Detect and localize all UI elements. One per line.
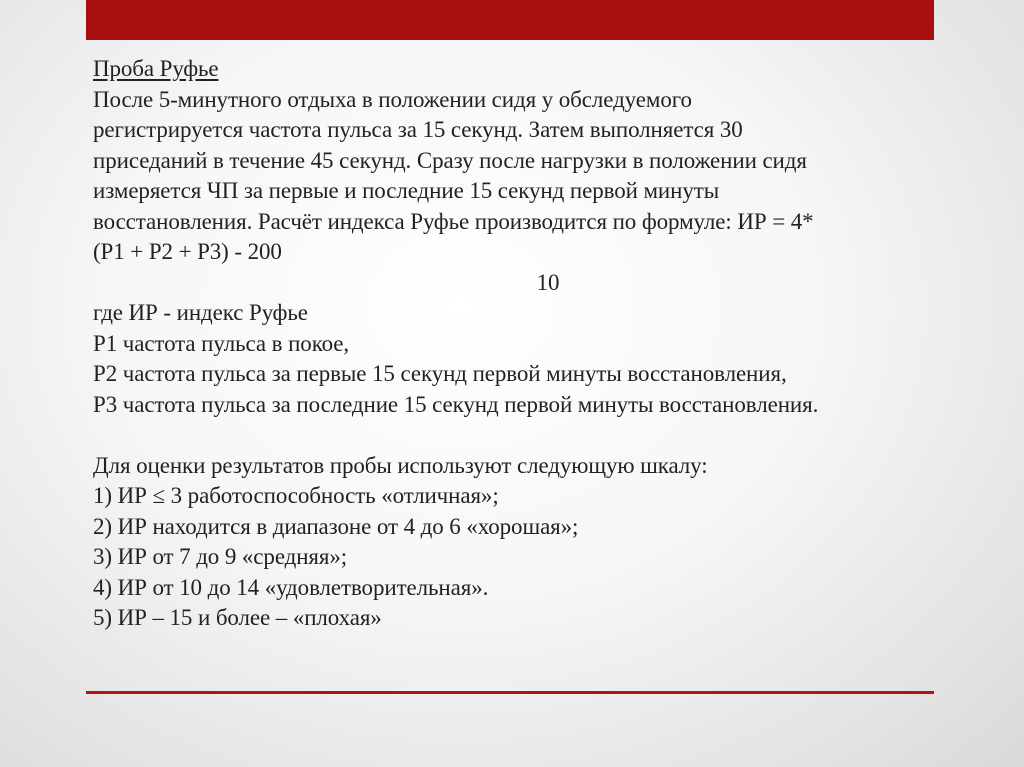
formula-legend	[93, 298, 923, 420]
scale-intro: Для оценки результатов пробы используют следующую шкалу:	[93, 452, 708, 478]
top-accent-bar	[86, 0, 934, 40]
scale-item: 3) ИР от 7 до 9 «средняя»;	[93, 544, 348, 569]
scale-item: 5) ИР – 15 и более – «плохая»	[93, 605, 382, 630]
slide-title: Проба Руфье	[93, 56, 219, 81]
formula-numerator: (Р1 + Р2 + Р3) - 200	[93, 239, 282, 264]
scale-item: 4) ИР от 10 до 14 «удовлетворительная».	[93, 574, 489, 600]
scale-list	[93, 481, 923, 634]
bottom-divider	[86, 691, 934, 694]
description-line: измеряется ЧП за первые и последние 15 секунд первой минуты	[93, 178, 720, 203]
scale-item: 1) ИР ≤ 3 работоспособность «отличная»;	[93, 483, 499, 508]
description-line: приседаний в течение 45 секунд. Сразу после нагрузки в положении сидя	[93, 147, 807, 173]
legend-line: Р3 частота пульса за последние 15 секунд первой минуты восстановления.	[93, 391, 819, 417]
description-line: регистрируется частота пульса за 15 секунд. Затем выполняется 30	[93, 117, 743, 142]
spacer	[93, 420, 923, 451]
formula-denominator: 10	[536, 269, 560, 295]
description-line: восстановления. Расчёт индекса Руфье производится по формуле: ИР = 4*	[93, 208, 814, 234]
description-line: После 5-минутного отдыха в положении сидя у обследуемого	[93, 86, 692, 112]
description-paragraph	[93, 85, 923, 268]
scale-item: 2) ИР находится в диапазоне от 4 до 6 «хорошая»;	[93, 513, 579, 539]
legend-line: Р1 частота пульса в покое,	[93, 330, 350, 356]
slide-content	[93, 54, 923, 634]
legend-line: где ИР - индекс Руфье	[93, 300, 308, 325]
legend-line: Р2 частота пульса за первые 15 секунд первой минуты восстановления,	[93, 361, 787, 386]
